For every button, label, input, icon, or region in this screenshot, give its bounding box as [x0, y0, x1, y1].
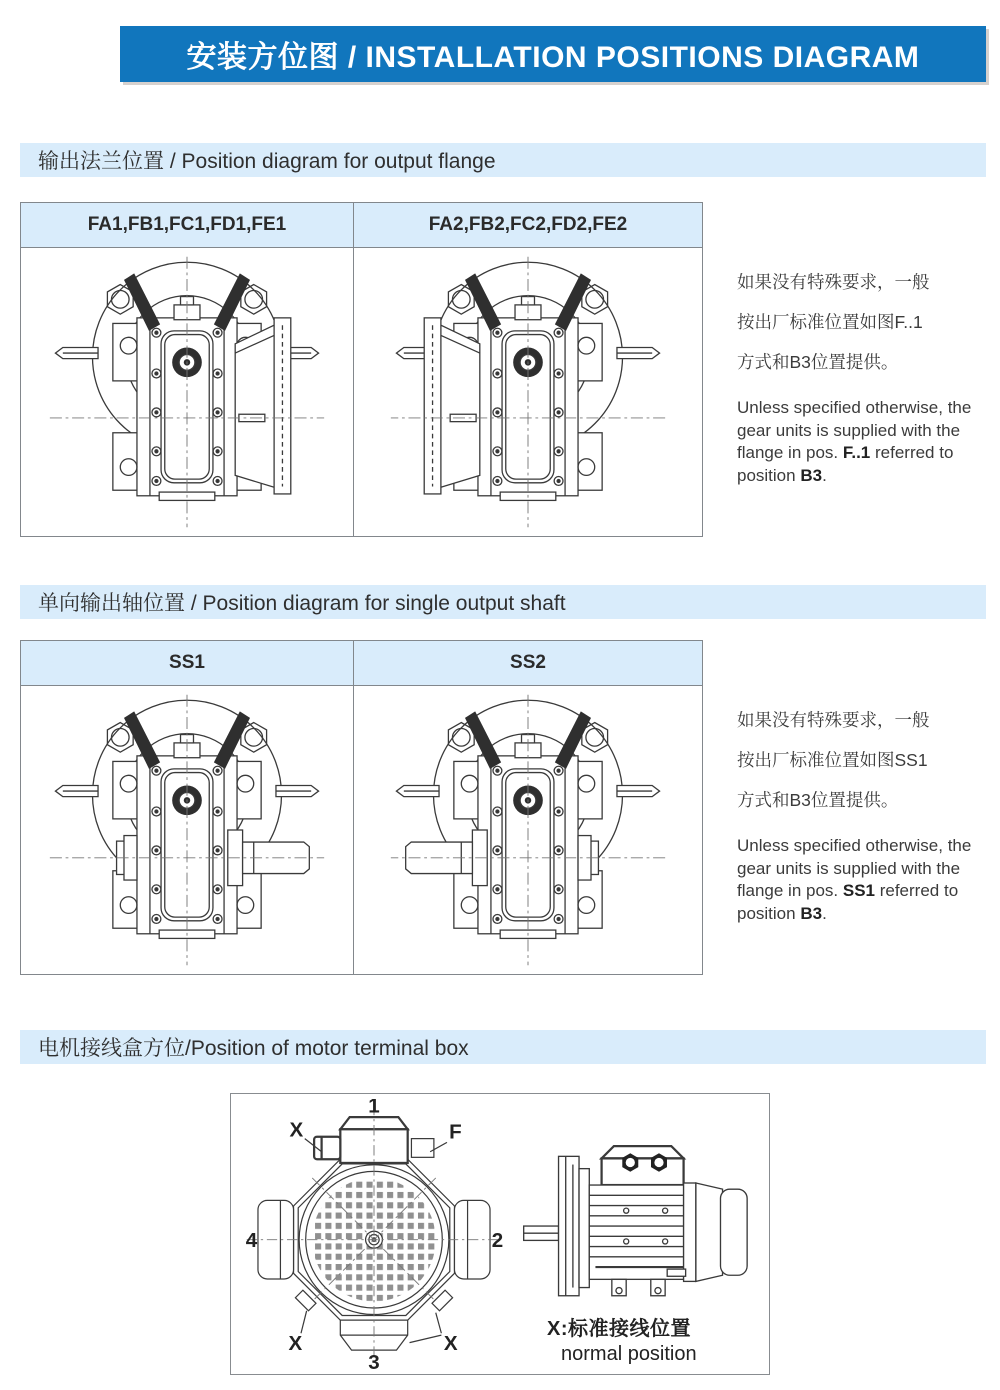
label-x-top: X	[289, 1118, 304, 1142]
flange-position-table	[20, 202, 703, 537]
section-heading-terminal-box	[20, 1030, 986, 1064]
flange-note	[737, 262, 989, 487]
shaft-note-en: Unless specified otherwise, the gear units is supplied with the flange in pos. SS1 referred to position B3.	[737, 836, 972, 923]
motor-side-view-diagram	[523, 1142, 755, 1306]
section-heading-text: 输出法兰位置 / Position diagram for output flange	[38, 150, 496, 173]
diagram-cell-flange-pos1	[21, 248, 354, 537]
flange-note-en: Unless specified otherwise, the gear units is supplied with the flange in pos. F..1 referred to position B3.	[737, 398, 972, 485]
table-header-ss2: SS2	[354, 641, 703, 686]
shaft-note-zh-line2: 按出厂标准位置如图SS1	[737, 750, 928, 770]
gear-unit-flange-right-diagram	[37, 253, 337, 531]
table-header-fa1: FA1,FB1,FC1,FD1,FE1	[21, 203, 354, 248]
gear-unit-shaft-left-diagram	[378, 691, 678, 969]
caption-normal-position-en: normal position	[561, 1343, 697, 1365]
shaft-note-zh-line1: 如果没有特殊要求，一般	[737, 710, 930, 730]
section-heading-output-shaft	[20, 585, 986, 619]
section-heading-output-flange	[20, 143, 986, 177]
label-position-4: 4	[245, 1229, 258, 1253]
label-x-bottom-right: X	[443, 1332, 458, 1356]
shaft-note-zh-line3: 方式和B3位置提供。	[737, 790, 899, 810]
label-x-bottom-left: X	[288, 1332, 303, 1356]
label-f: F	[449, 1120, 462, 1144]
section-heading-text: 单向输出轴位置 / Position diagram for single output shaft	[38, 592, 566, 615]
flange-note-zh-line3: 方式和B3位置提供。	[737, 352, 899, 372]
diagram-cell-shaft-ss2	[354, 686, 703, 975]
flange-note-zh-line1: 如果没有特殊要求，一般	[737, 272, 930, 292]
diagram-cell-flange-pos2	[354, 248, 703, 537]
terminal-box-caption	[547, 1312, 767, 1366]
motor-rear-view-diagram	[243, 1099, 505, 1371]
diagram-cell-shaft-ss1	[21, 686, 354, 975]
section-heading-text: 电机接线盒方位/Position of motor terminal box	[38, 1037, 469, 1060]
flange-note-zh-line2: 按出厂标准位置如图F..1	[737, 312, 923, 332]
label-position-1: 1	[368, 1099, 380, 1118]
page-title-banner	[120, 26, 986, 82]
label-position-2: 2	[491, 1229, 504, 1253]
table-header-fa2: FA2,FB2,FC2,FD2,FE2	[354, 203, 703, 248]
terminal-box-diagram-panel	[230, 1093, 770, 1375]
caption-normal-position-zh: X:标准接线位置	[547, 1318, 691, 1340]
gear-unit-shaft-right-diagram	[37, 691, 337, 969]
label-position-3: 3	[368, 1350, 380, 1371]
gear-unit-flange-left-diagram	[378, 253, 678, 531]
page-title: 安装方位图 / INSTALLATION POSITIONS DIAGRAM	[186, 41, 920, 74]
shaft-position-table	[20, 640, 703, 975]
table-header-ss1: SS1	[21, 641, 354, 686]
shaft-note	[737, 700, 989, 925]
